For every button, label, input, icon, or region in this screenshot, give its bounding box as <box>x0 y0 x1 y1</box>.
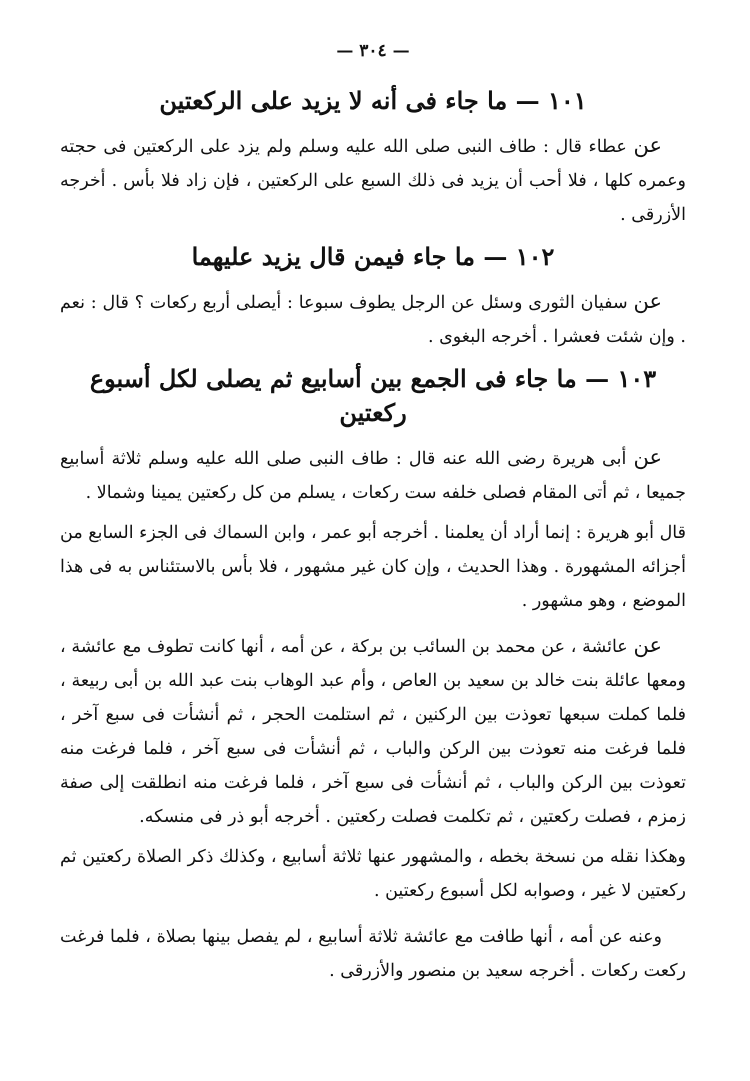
paragraph-text: سفيان الثورى وسئل عن الرجل يطوف سبوعا : أيصلى أربع ركعات ؟ قال : نعم . وإن شئت فعشرا . أخرجه البغوى . <box>60 293 686 347</box>
page-number: — ٣٠٤ — <box>336 41 410 61</box>
paragraph <box>60 128 686 232</box>
paragraph <box>60 628 686 834</box>
paragraph-lead: عن <box>633 445 662 469</box>
paragraph-lead: عن <box>633 289 662 313</box>
paragraph <box>60 514 686 618</box>
paragraph <box>60 838 686 908</box>
paragraph-text: أبى هريرة رضى الله عنه قال : طاف النبى صلى الله عليه وسلم ثلاثة أسابيع جميعا ، ثم أتى المقام فصلى خلفه ست ركعات ، يسلم من كل ركعتين يمينا وشمالا . <box>60 449 686 503</box>
paragraph-text: قال أبو هريرة : إنما أراد أن يعلمنا . أخرجه أبو عمر ، وابن السماك فى الجزء السابع من أجزائه المشهورة . وهذا الحديث ، وإن كان غير مشهور ، فلا بأس بالاستئناس به فى هذا الموضع ، وهو مشهور . <box>60 523 686 611</box>
paragraph <box>60 918 686 988</box>
paragraph-text: وهكذا نقله من نسخة بخطه ، والمشهور عنها ثلاثة أسابيع ، وكذلك ذكر الصلاة ركعتين ثم ركعتين لا غير ، وصوابه لكل أسبوع ركعتين . <box>60 847 686 901</box>
paragraph-text: عائشة ، عن محمد بن السائب بن بركة ، عن أمه ، أنها كانت تطوف مع عائشة ، ومعها عائلة بنت خالد بن سعيد بن العاص ، وأم عبد الوهاب بنت عبد الله بن أبى ربيعة ، فلما كملت سبعها تعوذت بين الركنين ، ثم استلمت الحجر ، ثم أنشأت فى سبع آخر ، فلما فرغت منه تعوذت بين الركن والباب ، ثم أنشأت فى سبع آخر ، فلما فرغت منه تعوذت بين الركن والباب ، ثم أنشأت فى سبع آخر ، فلما فرغت منه انطلقت إلى صفة زمزم ، فصلت ركعتين ، ثم تكلمت فصلت ركعتين . أخرجه أبو ذر فى منسكه. <box>60 637 686 827</box>
section-heading-102: ١٠٢ — ما جاء فيمن قال يزيد عليهما <box>191 242 555 271</box>
section-heading-101: ١٠١ — ما جاء فى أنه لا يزيد على الركعتين <box>159 86 587 115</box>
paragraph <box>60 440 686 510</box>
paragraph-text: وعنه عن أمه ، أنها طافت مع عائشة ثلاثة أسابيع ، لم يفصل بينها بصلاة ، فلما فرغت ركعت ركعات . أخرجه سعيد بن منصور والأزرقى . <box>60 927 686 981</box>
section-heading-103: ١٠٣ — ما جاء فى الجمع بين أسابيع ثم يصلى لكل أسبوع ركعتين <box>89 364 657 427</box>
paragraph-lead: عن <box>633 633 662 657</box>
paragraph-lead: عن <box>633 133 662 157</box>
paragraph <box>60 284 686 354</box>
paragraph-text: عطاء قال : طاف النبى صلى الله عليه وسلم ولم يزد على الركعتين فى حجته وعمره كلها ، فلا أحب أن يزيد فى ذلك السبع على الركعتين ، فإن زاد فلا بأس . أخرجه الأزرقى . <box>60 137 686 225</box>
